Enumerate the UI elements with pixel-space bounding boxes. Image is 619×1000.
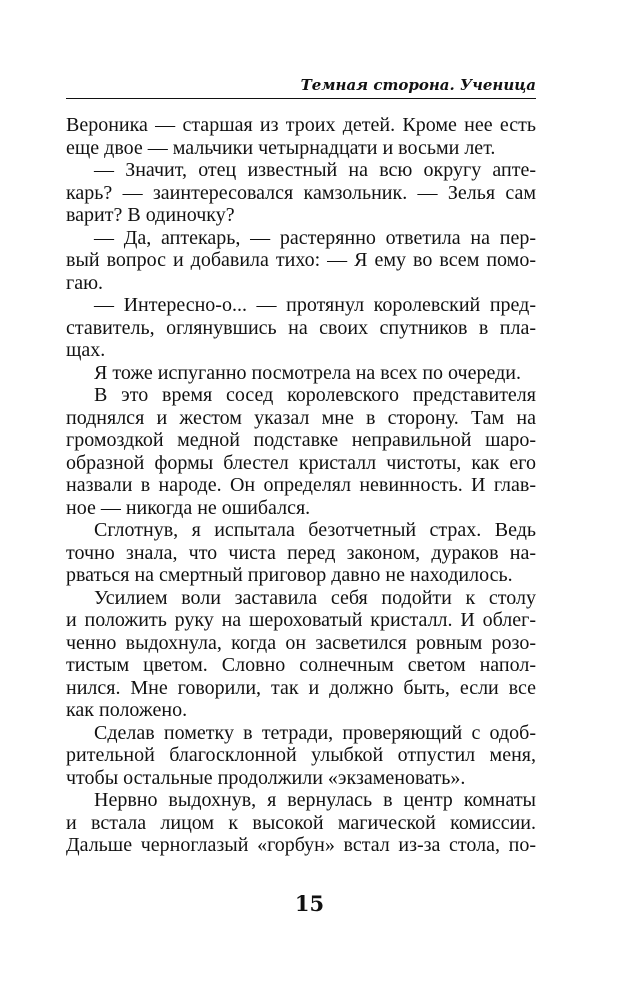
text-line: Я тоже испуганно посмотрела на всех по очереди.: [94, 361, 521, 384]
text-line: точно знала, что чиста перед законом, дураков на-: [66, 541, 536, 564]
text-line: — Значит, отец известный на всю округу апте-: [94, 159, 536, 181]
text-line: и положить руку на шероховатый кристалл. И облег-: [66, 609, 536, 631]
text-line: гаю.: [66, 271, 104, 294]
text-line: щах.: [66, 339, 106, 361]
text-line: образной формы блестел кристалл чистоты, как его: [66, 451, 536, 474]
text-line: Нервно выдохнув, я вернулась в центр комнаты: [94, 789, 536, 811]
text-line: — Интересно-о... — протянул королевский пред-: [94, 294, 536, 316]
text-line: Сглотнув, я испытала безотчетный страх. Ведь: [94, 519, 536, 541]
text-line: назвали в народе. Он определял невинность. И глав-: [66, 474, 536, 496]
text-line: и встала лицом к высокой магической комиссии.: [66, 811, 536, 834]
text-line: чтобы остальные продолжили «экзаменовать».: [66, 766, 466, 789]
text-line: Усилием воли заставила себя подойти к столу: [94, 586, 536, 609]
text-line: поднялся и жестом указал мне в сторону. Там на: [66, 406, 536, 429]
header-rule: [66, 98, 536, 99]
text-line: нился. Мне говорили, так и должно быть, если все: [66, 676, 536, 699]
text-line: рительной благосклонной улыбкой отпустил меня,: [66, 744, 536, 766]
text-line: Сделав пометку в тетради, проверяющий с одоб-: [94, 721, 536, 744]
text-line: ное — никогда не ошибался.: [66, 496, 311, 519]
running-header: Темная сторона. Ученица: [300, 76, 536, 94]
text-line: вый вопрос и добавила тихо: — Я ему во всем помо-: [66, 249, 536, 271]
page-number: 15: [294, 891, 325, 916]
text-line: рваться на смертный приговор давно не находилось.: [66, 564, 513, 586]
text-line: как положено.: [66, 699, 188, 721]
text-line: ченно выдохнула, когда он засветился ровным розо-: [66, 631, 536, 654]
body-text: [66, 114, 536, 857]
text-line: варит? В одиночку?: [66, 204, 235, 226]
text-line: ставитель, оглянувшись на своих спутников в пла-: [66, 316, 536, 339]
text-line: Вероника — старшая из троих детей. Кроме нее есть: [66, 114, 536, 136]
text-line: Дальше черноглазый «горбун» встал из-за стола, по-: [66, 834, 536, 856]
text-line: — Да, аптекарь, — растерянно ответила на пер-: [94, 226, 536, 249]
text-line: еще двое — мальчики четырнадцати и восьми лет.: [66, 136, 496, 159]
text-line: карь? — заинтересовался камзольник. — Зелья сам: [66, 181, 536, 204]
text-line: тистым цветом. Словно солнечным светом напол-: [66, 654, 536, 676]
text-line: В это время сосед королевского представителя: [94, 384, 536, 406]
text-line: громоздкой медной подставке неправильной шаро-: [66, 429, 536, 451]
